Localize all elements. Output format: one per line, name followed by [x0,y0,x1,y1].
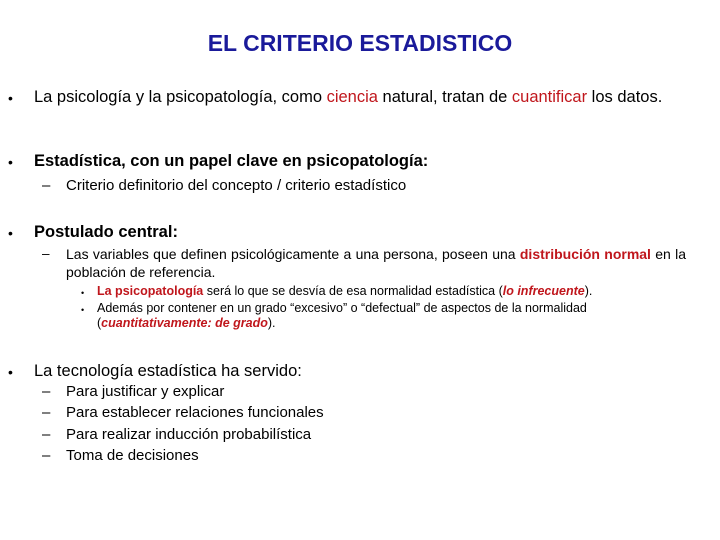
bullet-2-sub: Criterio definitorio del concepto / criterio estadístico [66,177,407,194]
text-run: natural, tratan de [377,88,512,106]
text-run: será lo que se desvía de esa normalidad estadística ( [203,284,503,298]
bullet-marker-small: • [81,305,85,315]
text-run: ). [584,284,593,298]
dash-marker: – [42,404,51,421]
text-run: Además por contener en un grado “excesivo” o “defectual” de aspectos de la normalidad ( [97,301,587,330]
list-item: Para realizar inducción probabilística [66,426,312,443]
bullet-1-text [34,87,684,107]
bullet-3-subsub-1 [97,284,687,299]
bullet-2-text: Estadística, con un papel clave en psicopatología: [34,152,429,170]
slide-title: EL CRITERIO ESTADISTICO [207,30,513,56]
highlight-cuantificar: cuantificar [511,88,588,106]
bullet-marker: • [8,90,13,106]
highlight-psicopatologia: La psicopatología [97,284,204,298]
bullet-marker: • [8,225,13,241]
dash-marker: – [42,447,51,464]
highlight-distribucion-normal: distribución normal [519,246,651,262]
dash-marker: – [42,246,50,261]
bullet-marker: • [8,364,13,380]
list-item: Para justificar y explicar [66,383,225,400]
bullet-4-text: La tecnología estadística ha servido: [34,362,302,380]
bullet-3-text: Postulado central: [34,223,178,241]
bullet-3-sub [66,245,686,281]
highlight-de-grado: cuantitativamente: de grado [101,316,268,330]
dash-marker: – [42,177,51,194]
list-item: Para establecer relaciones funcionales [66,404,324,421]
bullet-marker: • [8,154,13,170]
bullet-marker-small: • [81,288,85,298]
dash-marker: – [42,383,51,400]
text-run: La psicología y la psicopatología, como [34,88,327,106]
text-run: en la población de referencia. [66,246,686,280]
text-run: ). [267,316,276,330]
highlight-ciencia: ciencia [326,88,378,106]
text-run: los datos. [587,88,663,106]
text-run: Las variables que definen psicológicamente a una persona, poseen una [66,246,520,262]
bullet-3-subsub-2 [97,301,687,331]
list-item: Toma de decisiones [66,447,199,464]
highlight-lo-infrecuente: lo infrecuente [502,284,585,298]
dash-marker: – [42,426,51,443]
